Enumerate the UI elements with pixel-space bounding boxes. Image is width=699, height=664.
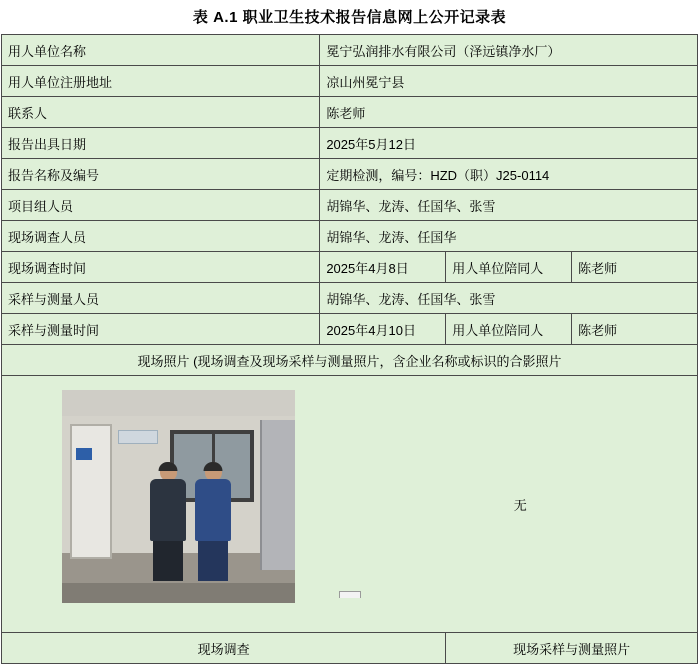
photo-wall-sign bbox=[118, 430, 158, 444]
photo-cabinet bbox=[260, 420, 295, 570]
page-bottom-marker bbox=[339, 591, 361, 598]
photo-person-hair bbox=[159, 462, 178, 471]
photo-ceiling bbox=[62, 390, 295, 416]
row-value-sampling-time: 2025年4月10日 bbox=[320, 314, 446, 345]
row-label-sampling-staff: 采样与测量人员 bbox=[2, 283, 320, 314]
row-label-survey-time: 现场调查时间 bbox=[2, 252, 320, 283]
row-label-report-date: 报告出具日期 bbox=[2, 128, 320, 159]
table-row bbox=[2, 97, 698, 128]
row-value-sampling-staff: 胡锦华、龙涛、任国华、张雪 bbox=[320, 283, 698, 314]
row-label-sampling-accompany: 用人单位陪同人 bbox=[446, 314, 572, 345]
table-row bbox=[2, 128, 698, 159]
table-row bbox=[2, 66, 698, 97]
table-row bbox=[2, 159, 698, 190]
photo-right-caption: 现场采样与测量照片 bbox=[446, 633, 698, 664]
photo-person-legs bbox=[198, 541, 228, 581]
record-table bbox=[1, 34, 698, 664]
row-label-project-team: 项目组人员 bbox=[2, 190, 320, 221]
table-row bbox=[2, 35, 698, 66]
photo-floor-shadow bbox=[62, 583, 295, 603]
photo-caption-row bbox=[2, 633, 698, 664]
photo-left-caption: 现场调查 bbox=[2, 633, 446, 664]
row-label-report-name-number: 报告名称及编号 bbox=[2, 159, 320, 190]
photo-left-cell bbox=[8, 378, 350, 630]
row-label-survey-accompany: 用人单位陪同人 bbox=[446, 252, 572, 283]
photos-section-header: 现场照片 (现场调查及现场采样与测量照片，含企业名称或标识的合影照片 bbox=[2, 345, 698, 376]
row-value-report-date: 2025年5月12日 bbox=[320, 128, 698, 159]
page-title: 表 A.1 职业卫生技术报告信息网上公开记录表 bbox=[192, 9, 507, 26]
photo-right-cell bbox=[350, 378, 692, 630]
photo-person-left bbox=[150, 462, 186, 581]
table-row bbox=[2, 314, 698, 345]
row-value-project-team: 胡锦华、龙涛、任国华、张雪 bbox=[320, 190, 698, 221]
table-row bbox=[2, 252, 698, 283]
photo-person-body bbox=[195, 479, 231, 541]
row-label-sampling-time: 采样与测量时间 bbox=[2, 314, 320, 345]
row-label-survey-staff: 现场调查人员 bbox=[2, 221, 320, 252]
row-value-survey-time: 2025年4月8日 bbox=[320, 252, 446, 283]
row-value-company-name: 冕宁弘润排水有限公司（泽远镇净水厂） bbox=[320, 35, 698, 66]
table-row bbox=[2, 221, 698, 252]
photo-person-legs bbox=[153, 541, 183, 581]
photo-person-right bbox=[195, 462, 231, 581]
row-value-survey-staff: 胡锦华、龙涛、任国华 bbox=[320, 221, 698, 252]
photo-door-sign bbox=[76, 448, 92, 460]
photo-door bbox=[70, 424, 112, 559]
row-value-sampling-accompany: 陈老师 bbox=[572, 314, 698, 345]
row-value-report-name-number: 定期检测，编号：HZD（职）J25-0114 bbox=[320, 159, 698, 190]
table-row bbox=[2, 190, 698, 221]
table-row bbox=[2, 283, 698, 314]
table-body bbox=[2, 35, 698, 664]
row-value-survey-accompany: 陈老师 bbox=[572, 252, 698, 283]
photo-person-hair bbox=[204, 462, 223, 471]
site-survey-photo bbox=[62, 390, 295, 603]
table-row bbox=[2, 345, 698, 376]
photo-person-body bbox=[150, 479, 186, 541]
row-label-company-name: 用人单位名称 bbox=[2, 35, 320, 66]
row-value-registered-address: 凉山州冕宁县 bbox=[320, 66, 698, 97]
row-value-contact-person: 陈老师 bbox=[320, 97, 698, 128]
row-label-contact-person: 联系人 bbox=[2, 97, 320, 128]
photo-right-placeholder: 无 bbox=[513, 497, 527, 513]
row-label-registered-address: 用人单位注册地址 bbox=[2, 66, 320, 97]
